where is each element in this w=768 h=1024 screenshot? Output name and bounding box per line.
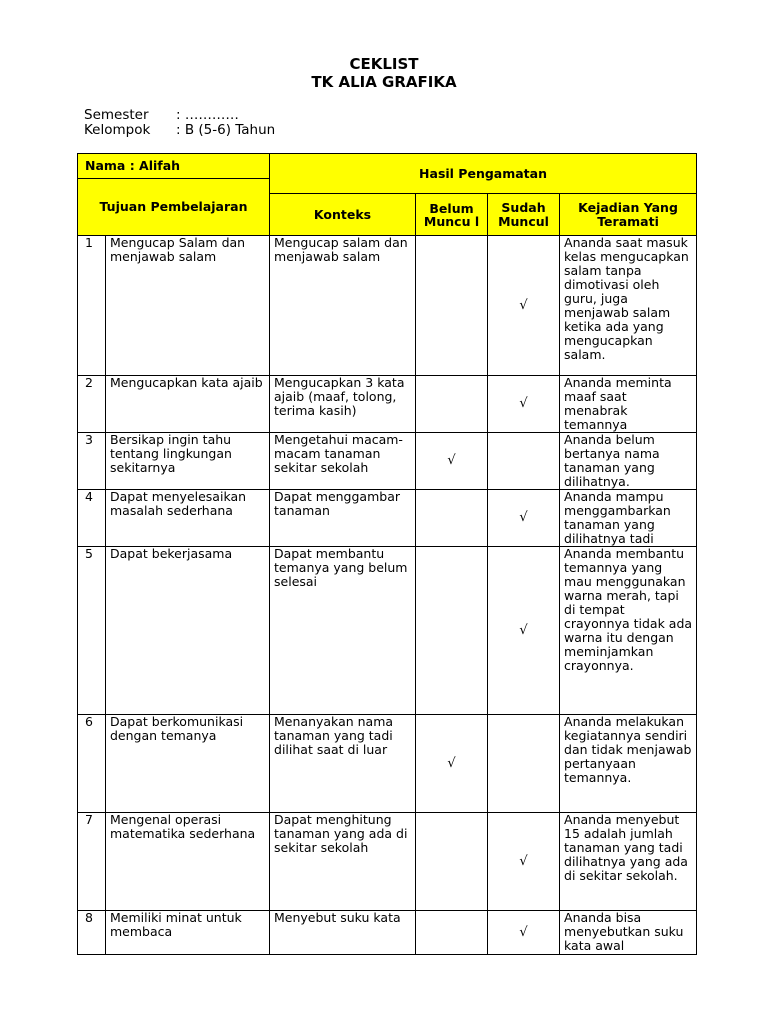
checklist-table (77, 153, 697, 955)
row-number: 7 (78, 813, 106, 911)
table-row (78, 433, 697, 490)
row-number: 3 (78, 433, 106, 490)
table-row (78, 813, 697, 911)
kelompok-line (84, 122, 275, 138)
tujuan-cell: Memiliki minat untuk membaca (106, 911, 270, 955)
school-name: TK ALIA GRAFIKA (311, 73, 457, 91)
belum-muncul-check (416, 490, 488, 547)
konteks-cell: Menanyakan nama tanaman yang tadi dilihat saat di luar (270, 715, 416, 813)
konteks-cell: Mengetahui macam-macam tanaman sekitar sekolah (270, 433, 416, 490)
konteks-cell: Menyebut suku kata (270, 911, 416, 955)
row-number: 4 (78, 490, 106, 547)
tujuan-cell: Bersikap ingin tahu tentang lingkungan sekitarnya (106, 433, 270, 490)
semester-value: : ………… (176, 107, 239, 123)
table-row (78, 547, 697, 715)
hasil-pengamatan-header: Hasil Pengamatan (270, 154, 697, 194)
row-number: 8 (78, 911, 106, 955)
tujuan-cell: Dapat bekerjasama (106, 547, 270, 715)
belum-muncul-check (416, 376, 488, 433)
kejadian-cell: Ananda belum bertanya nama tanaman yang dilihatnya. (560, 433, 697, 490)
sudah-muncul-check: √ (488, 376, 560, 433)
table-row (78, 715, 697, 813)
tujuan-header: Tujuan Pembelajaran (78, 179, 270, 236)
sudah-muncul-check: √ (488, 490, 560, 547)
tujuan-cell: Dapat berkomunikasi dengan temanya (106, 715, 270, 813)
kelompok-value: : B (5-6) Tahun (176, 122, 276, 138)
doc-title: CEKLIST (349, 55, 419, 73)
row-number: 6 (78, 715, 106, 813)
konteks-header: Konteks (270, 194, 416, 236)
tujuan-cell: Mengucap Salam dan menjawab salam (106, 236, 270, 376)
sudah-muncul-check: √ (488, 547, 560, 715)
semester-label: Semester (84, 107, 149, 123)
semester-line (84, 107, 239, 123)
kejadian-cell: Ananda meminta maaf saat menabrak temannya (560, 376, 697, 433)
konteks-cell: Dapat menggambar tanaman (270, 490, 416, 547)
kejadian-cell: Ananda mampu menggambarkan tanaman yang dilihatnya tadi (560, 490, 697, 547)
table-row (78, 236, 697, 376)
sudah-muncul-check: √ (488, 911, 560, 955)
row-number: 2 (78, 376, 106, 433)
sudah-muncul-check (488, 433, 560, 490)
konteks-cell: Mengucap salam dan menjawab salam (270, 236, 416, 376)
row-number: 1 (78, 236, 106, 376)
student-name-header: Nama : Alifah (78, 154, 270, 179)
kejadian-cell: Ananda membantu temannya yang mau menggunakan warna merah, tapi di tempat crayonnya tidak ada warna itu dengan meminjamkan crayonnya. (560, 547, 697, 715)
tujuan-cell: Dapat menyelesaikan masalah sederhana (106, 490, 270, 547)
belum-muncul-check: √ (416, 715, 488, 813)
kejadian-cell: Ananda bisa menyebutkan suku kata awal (560, 911, 697, 955)
row-number: 5 (78, 547, 106, 715)
belum-muncul-check (416, 911, 488, 955)
sudah-muncul-check: √ (488, 813, 560, 911)
belum-muncul-check: √ (416, 433, 488, 490)
konteks-cell: Mengucapkan 3 kata ajaib (maaf, tolong, terima kasih) (270, 376, 416, 433)
sudah-muncul-header: Sudah Muncul (488, 194, 560, 236)
table-row (78, 911, 697, 955)
belum-muncul-check (416, 547, 488, 715)
konteks-cell: Dapat menghitung tanaman yang ada di sekitar sekolah (270, 813, 416, 911)
kejadian-cell: Ananda saat masuk kelas mengucapkan salam tanpa dimotivasi oleh guru, juga menjawab salam ketika ada yang mengucapkan salam. (560, 236, 697, 376)
tujuan-cell: Mengucapkan kata ajaib (106, 376, 270, 433)
sudah-muncul-check: √ (488, 236, 560, 376)
konteks-cell: Dapat membantu temanya yang belum selesai (270, 547, 416, 715)
belum-muncul-header: Belum Muncu l (416, 194, 488, 236)
sudah-muncul-check (488, 715, 560, 813)
belum-muncul-check (416, 236, 488, 376)
kejadian-cell: Ananda menyebut 15 adalah jumlah tanaman yang tadi dilihatnya yang ada di sekitar sekolah. (560, 813, 697, 911)
table-row (78, 376, 697, 433)
tujuan-cell: Mengenal operasi matematika sederhana (106, 813, 270, 911)
kejadian-cell: Ananda melakukan kegiatannya sendiri dan tidak menjawab pertanyaan temannya. (560, 715, 697, 813)
table-row (78, 490, 697, 547)
kejadian-header: Kejadian Yang Teramati (560, 194, 697, 236)
kelompok-label: Kelompok (84, 122, 151, 138)
belum-muncul-check (416, 813, 488, 911)
